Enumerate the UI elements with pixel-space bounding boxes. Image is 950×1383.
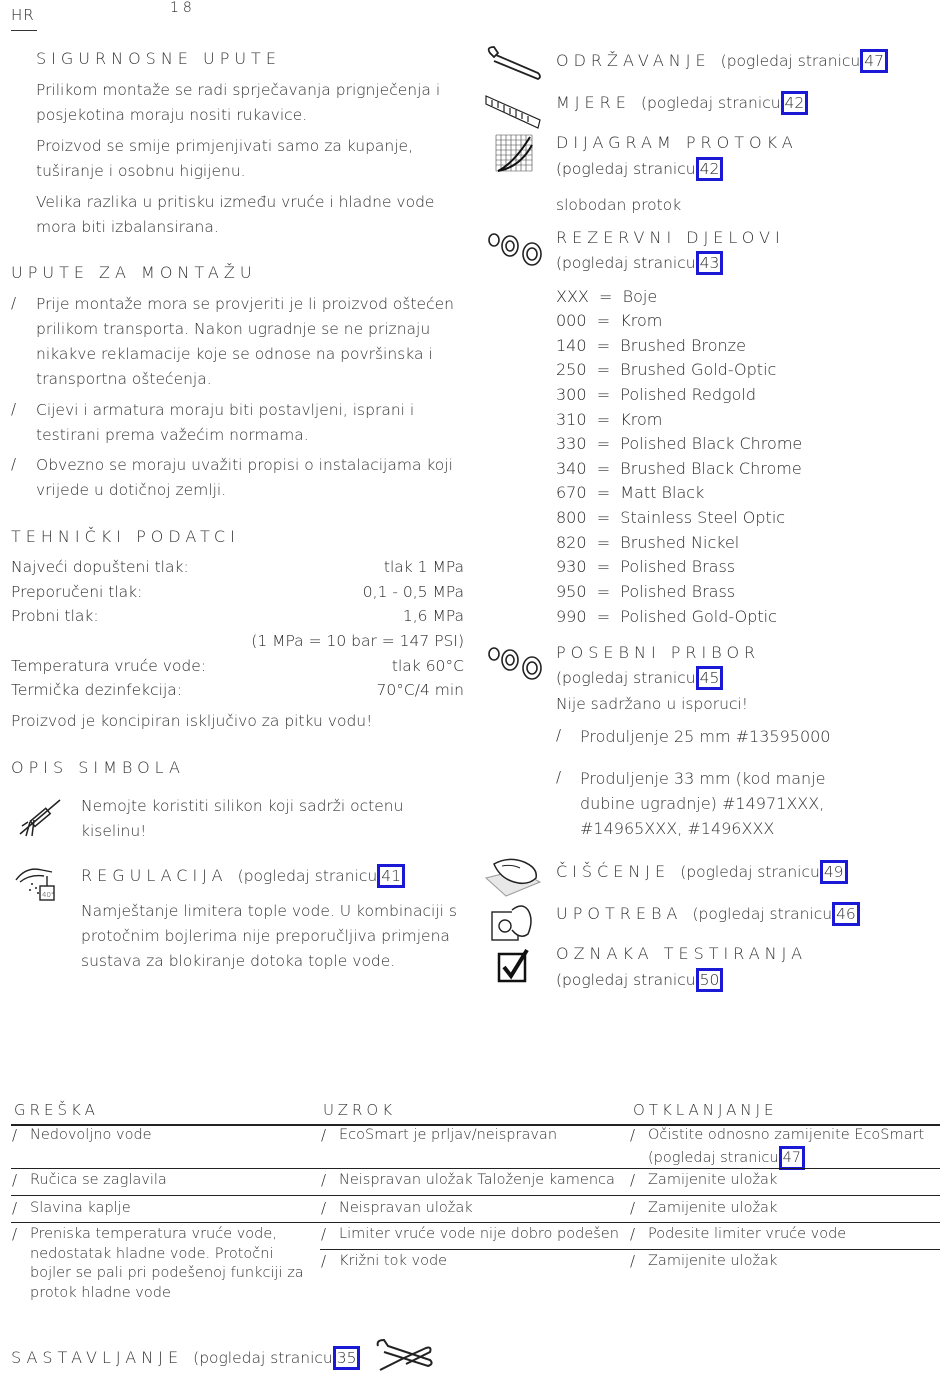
usage-heading bbox=[556, 902, 860, 926]
color-code: 820 = Brushed Nickel bbox=[556, 533, 740, 552]
bullet-slash: / bbox=[321, 1171, 327, 1189]
fix-3: Zamijenite uložak bbox=[648, 1200, 778, 1216]
tech-row: Probni tlak: 1,6 MPa bbox=[11, 607, 464, 625]
tech-row: Preporučeni tlak: 0,1 - 0,5 MPa bbox=[11, 583, 464, 601]
flow-ref bbox=[556, 157, 723, 181]
dimensions-page-link[interactable]: 42 bbox=[781, 91, 809, 115]
ref-prefix: (pogledaj stranicu bbox=[720, 52, 861, 70]
tech-row: Temperatura vruće vode: tlak 60°C bbox=[11, 657, 464, 675]
ref-prefix: (pogledaj stranicu bbox=[556, 254, 696, 272]
color-code: 330 = Polished Black Chrome bbox=[556, 434, 803, 453]
bullet-slash: / bbox=[321, 1126, 327, 1144]
mounting-title: UPUTE ZA MONTAŽU bbox=[11, 263, 257, 282]
fault-2: Ručica se zaglavila bbox=[30, 1172, 167, 1188]
ref-prefix: (pogledaj stranicu bbox=[680, 863, 820, 881]
color-code: 950 = Polished Brass bbox=[556, 582, 736, 601]
color-code: 140 = Brushed Bronze bbox=[556, 336, 746, 355]
language-underline bbox=[11, 30, 37, 31]
accessories-ref bbox=[556, 666, 723, 690]
bullet-slash: / bbox=[630, 1199, 636, 1217]
cleaning-title: ČIŠĆENJE bbox=[556, 862, 671, 881]
table-header-fault: GREŠKA bbox=[14, 1101, 99, 1119]
ref-prefix: (pogledaj stranicu bbox=[556, 669, 696, 687]
color-code: 930 = Polished Brass bbox=[556, 557, 736, 576]
fault-4: Preniska temperatura vruće vode, nedostatak hladne vode. Protočni bojler se pali pri podešenoj funkciji za protok hladne vode bbox=[30, 1226, 304, 1301]
bullet-slash: / bbox=[630, 1171, 636, 1189]
accessories-icon bbox=[486, 642, 546, 682]
bullet-slash: / bbox=[12, 1225, 18, 1243]
fix-1-page-link[interactable]: 47 bbox=[779, 1146, 805, 1170]
assembly-ref-text: (pogledaj stranicu bbox=[193, 1349, 333, 1367]
accessory-item-2: Produljenje 33 mm (kod manje dubine ugradnje) #14971XXX, #14965XXX, #1496XXX bbox=[580, 769, 826, 838]
cleaning-heading bbox=[556, 860, 848, 884]
spare-parts-icon bbox=[486, 228, 546, 268]
bullet-slash: / bbox=[12, 1126, 18, 1144]
flow-diagram-icon bbox=[494, 133, 534, 173]
assembly-heading bbox=[11, 1346, 360, 1370]
tech-row: Termička dezinfekcija: 70°C/4 min bbox=[11, 681, 464, 699]
safety-text-3: Velika razlika u pritisku između vruće i hladne vode mora biti izbalansirana. bbox=[36, 193, 435, 236]
color-code: XXX = Boje bbox=[556, 287, 658, 306]
safety-text-2: Proizvod se smije primjenjivati samo za kupanje, tuširanje i osobnu higijenu. bbox=[36, 137, 414, 180]
regulation-ref-text: (pogledaj stranicu bbox=[237, 867, 378, 885]
usage-title: UPOTREBA bbox=[556, 904, 683, 923]
maintenance-heading bbox=[556, 49, 888, 73]
fix-1-ref-text: (pogledaj stranicu bbox=[648, 1150, 779, 1166]
color-code: 250 = Brushed Gold-Optic bbox=[556, 360, 777, 379]
dimensions-heading bbox=[556, 91, 808, 115]
cause-4a: Limiter vruće vode nije dobro podešen bbox=[339, 1226, 619, 1242]
mounting-item-1: Prije montaže mora se provjeriti je li proizvod oštećen prilikom transporta. Nakon ugradnje se ne priznaju nikakve reklamacije koje se odnose na površinska i transportna oštećenja. bbox=[36, 295, 454, 388]
test-ref bbox=[556, 968, 723, 992]
ruler-icon bbox=[484, 90, 544, 130]
ref-prefix: (pogledaj stranicu bbox=[692, 905, 833, 923]
tech-title: TEHNIČKI PODATCI bbox=[11, 527, 240, 546]
fault-1: Nedovoljno vode bbox=[30, 1127, 152, 1143]
usage-hand-icon bbox=[488, 900, 538, 944]
mounting-item-2: Cijevi i armatura moraju biti postavljeni, isprani i testirani prema važećim normama. bbox=[36, 401, 415, 444]
color-code: 670 = Matt Black bbox=[556, 483, 705, 502]
ref-prefix: (pogledaj stranicu bbox=[556, 160, 696, 178]
checkmark-icon bbox=[496, 948, 530, 984]
spare-ref bbox=[556, 251, 723, 275]
page-number: 18 bbox=[170, 0, 196, 16]
color-code: 300 = Polished Redgold bbox=[556, 385, 756, 404]
fix-1: Očistite odnosno zamijenite EcoSmart bbox=[648, 1127, 925, 1143]
cleaning-hand-icon bbox=[484, 856, 546, 900]
wrench-icon bbox=[484, 45, 544, 81]
accessories-title: POSEBNI PRIBOR bbox=[556, 643, 761, 662]
color-code: 310 = Krom bbox=[556, 410, 663, 429]
fix-4b: Zamijenite uložak bbox=[648, 1253, 778, 1269]
bullet-slash: / bbox=[12, 1199, 18, 1217]
dimensions-title: MJERE bbox=[556, 93, 631, 112]
fix-2: Zamijenite uložak bbox=[648, 1172, 778, 1188]
bullet-slash: / bbox=[321, 1252, 327, 1270]
cause-3: Neispravan uložak bbox=[339, 1200, 473, 1216]
fault-3: Slavina kaplje bbox=[30, 1200, 131, 1216]
bullet-slash: / bbox=[12, 1171, 18, 1189]
fix-4a: Podesite limiter vruće vode bbox=[648, 1226, 847, 1242]
bullet-slash: / bbox=[11, 455, 17, 473]
accessory-item-1: Produljenje 25 mm #13595000 bbox=[580, 727, 831, 746]
spare-title: REZERVNI DJELOVI bbox=[556, 228, 785, 247]
test-title: OZNAKA TESTIRANJA bbox=[556, 944, 808, 963]
fix-1-ref bbox=[648, 1146, 805, 1170]
bullet-slash: / bbox=[556, 726, 562, 744]
bullet-slash: / bbox=[630, 1252, 636, 1270]
regulation-title: REGULACIJA bbox=[81, 866, 228, 885]
safety-title: SIGURNOSNE UPUTE bbox=[36, 49, 281, 68]
cause-2: Neispravan uložak Taloženje kamenca bbox=[339, 1172, 615, 1188]
usage-page-link[interactable]: 46 bbox=[832, 902, 860, 926]
color-code: 000 = Krom bbox=[556, 311, 663, 330]
table-header-cause: UZROK bbox=[323, 1101, 397, 1119]
regulation-page-link[interactable]: 41 bbox=[377, 864, 405, 888]
cleaning-page-link[interactable]: 49 bbox=[820, 860, 848, 884]
accessories-note: Nije sadržano u isporuci! bbox=[556, 695, 749, 713]
bullet-slash: / bbox=[321, 1225, 327, 1243]
color-code: 340 = Brushed Black Chrome bbox=[556, 459, 802, 478]
bullet-slash: / bbox=[630, 1126, 636, 1144]
tools-icon bbox=[374, 1336, 434, 1376]
bullet-slash: / bbox=[11, 294, 17, 312]
table-header-fix: OTKLANJANJE bbox=[633, 1101, 778, 1119]
silicone-gun-icon bbox=[16, 796, 66, 838]
regulation-text: Namještanje limitera tople vode. U kombinaciji s protočnim bojlerima nije preporučljiva primjena sustava za blokiranje dotoka tople vode. bbox=[81, 902, 457, 970]
cause-4b: Križni tok vode bbox=[339, 1253, 448, 1269]
table-subrow-rule bbox=[320, 1249, 940, 1250]
accessories-page-link[interactable]: 45 bbox=[696, 666, 724, 690]
symbols-title: OPIS SIMBOLA bbox=[11, 758, 185, 777]
color-code: 990 = Polished Gold-Optic bbox=[556, 607, 777, 626]
bullet-slash: / bbox=[556, 768, 562, 786]
svg-text:40°: 40° bbox=[42, 891, 55, 899]
spare-page-link[interactable]: 43 bbox=[696, 251, 724, 275]
safety-text-1: Prilikom montaže se radi sprječavanja prignječenja i posjekotina moraju nositi rukavice. bbox=[36, 81, 441, 124]
tech-row: Najveći dopušteni tlak: tlak 1 MPa bbox=[11, 558, 464, 576]
ref-prefix: (pogledaj stranicu bbox=[640, 94, 781, 112]
test-page-link[interactable]: 50 bbox=[696, 968, 724, 992]
assembly-page-link[interactable]: 35 bbox=[333, 1346, 361, 1370]
table-row-rule bbox=[11, 1195, 940, 1196]
silicone-warning: Nemojte koristiti silikon koji sadrži octenu kiselinu! bbox=[81, 797, 404, 840]
ref-prefix: (pogledaj stranicu bbox=[556, 971, 696, 989]
table-row-rule bbox=[11, 1222, 940, 1223]
table-row-rule bbox=[11, 1168, 940, 1169]
regulation-heading bbox=[81, 864, 405, 888]
flow-note: slobodan protok bbox=[556, 196, 682, 214]
bullet-slash: / bbox=[630, 1225, 636, 1243]
assembly-title: SASTAVLJANJE bbox=[11, 1348, 184, 1367]
color-code: 800 = Stainless Steel Optic bbox=[556, 508, 786, 527]
bullet-slash: / bbox=[321, 1199, 327, 1217]
temperature-regulation-icon bbox=[12, 862, 62, 904]
cause-1: EcoSmart je prljav/neispravan bbox=[339, 1127, 558, 1143]
maintenance-page-link[interactable]: 47 bbox=[860, 49, 888, 73]
flow-page-link[interactable]: 42 bbox=[696, 157, 724, 181]
language-code: HR bbox=[11, 6, 35, 24]
tech-note: Proizvod je koncipiran isključivo za pitku vodu! bbox=[11, 712, 373, 730]
bullet-slash: / bbox=[11, 400, 17, 418]
maintenance-title: ODRŽAVANJE bbox=[556, 51, 711, 70]
flow-title: DIJAGRAM PROTOKA bbox=[556, 133, 798, 152]
mounting-item-3: Obvezno se moraju uvažiti propisi o instalacijama koji vrijede u dotičnoj zemlji. bbox=[36, 456, 453, 499]
